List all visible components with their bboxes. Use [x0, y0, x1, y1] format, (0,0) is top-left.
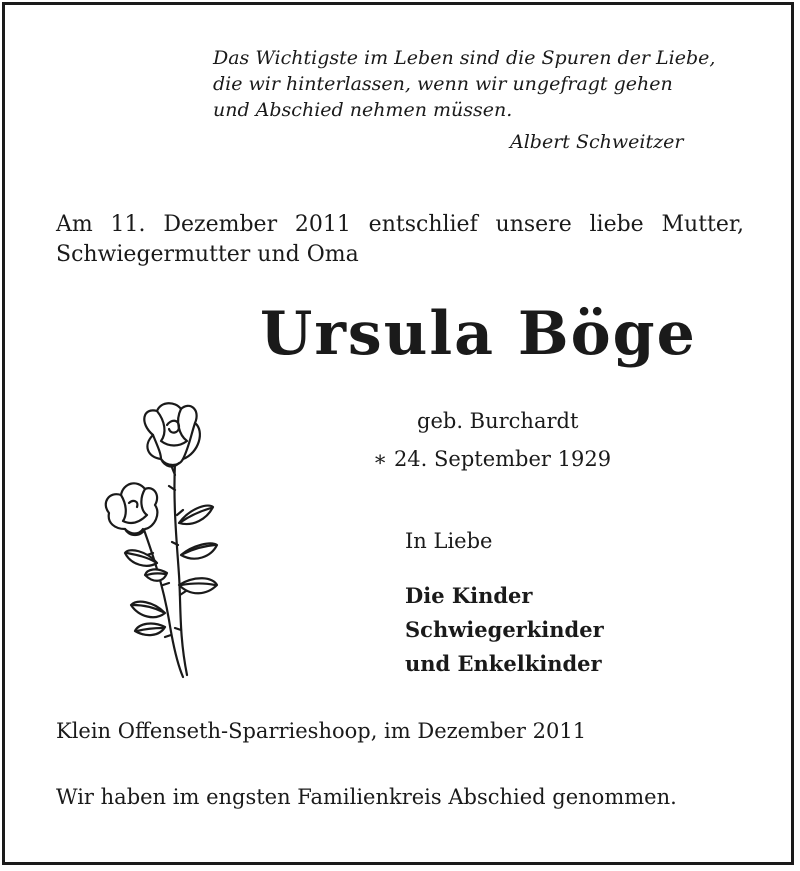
obituary-notice — [2, 2, 794, 865]
maiden-name: geb. Burchardt — [417, 409, 579, 433]
birth-date: ∗ 24. September 1929 — [373, 447, 612, 471]
mourner-name: und Enkelkinder — [405, 651, 602, 676]
quote-line: und Abschied nehmen müssen. — [213, 99, 513, 121]
quote — [213, 45, 715, 123]
announcement — [56, 210, 744, 270]
quote-line: Das Wichtigste im Leben sind die Spuren der Liebe, — [213, 47, 716, 69]
announcement-line: Schwiegermutter und Oma — [56, 242, 359, 267]
announcement-line: Am 11. Dezember 2011 entschlief unsere liebe Mutter, — [56, 212, 744, 237]
quote-author: Albert Schweitzer — [510, 131, 684, 153]
mourners-list — [405, 579, 604, 681]
deceased-name: Ursula Böge — [260, 299, 697, 369]
mourner-name: Schwiegerkinder — [405, 617, 604, 642]
mourners-intro: In Liebe — [405, 529, 493, 553]
quote-line: die wir hinterlassen, wenn wir ungefragt gehen — [213, 73, 673, 95]
mourner-name: Die Kinder — [405, 583, 533, 608]
rose-icon — [95, 395, 235, 687]
place-date: Klein Offenseth-Sparrieshoop, im Dezember 2011 — [56, 719, 587, 743]
closing-note: Wir haben im engsten Familienkreis Abschied genommen. — [56, 785, 677, 809]
